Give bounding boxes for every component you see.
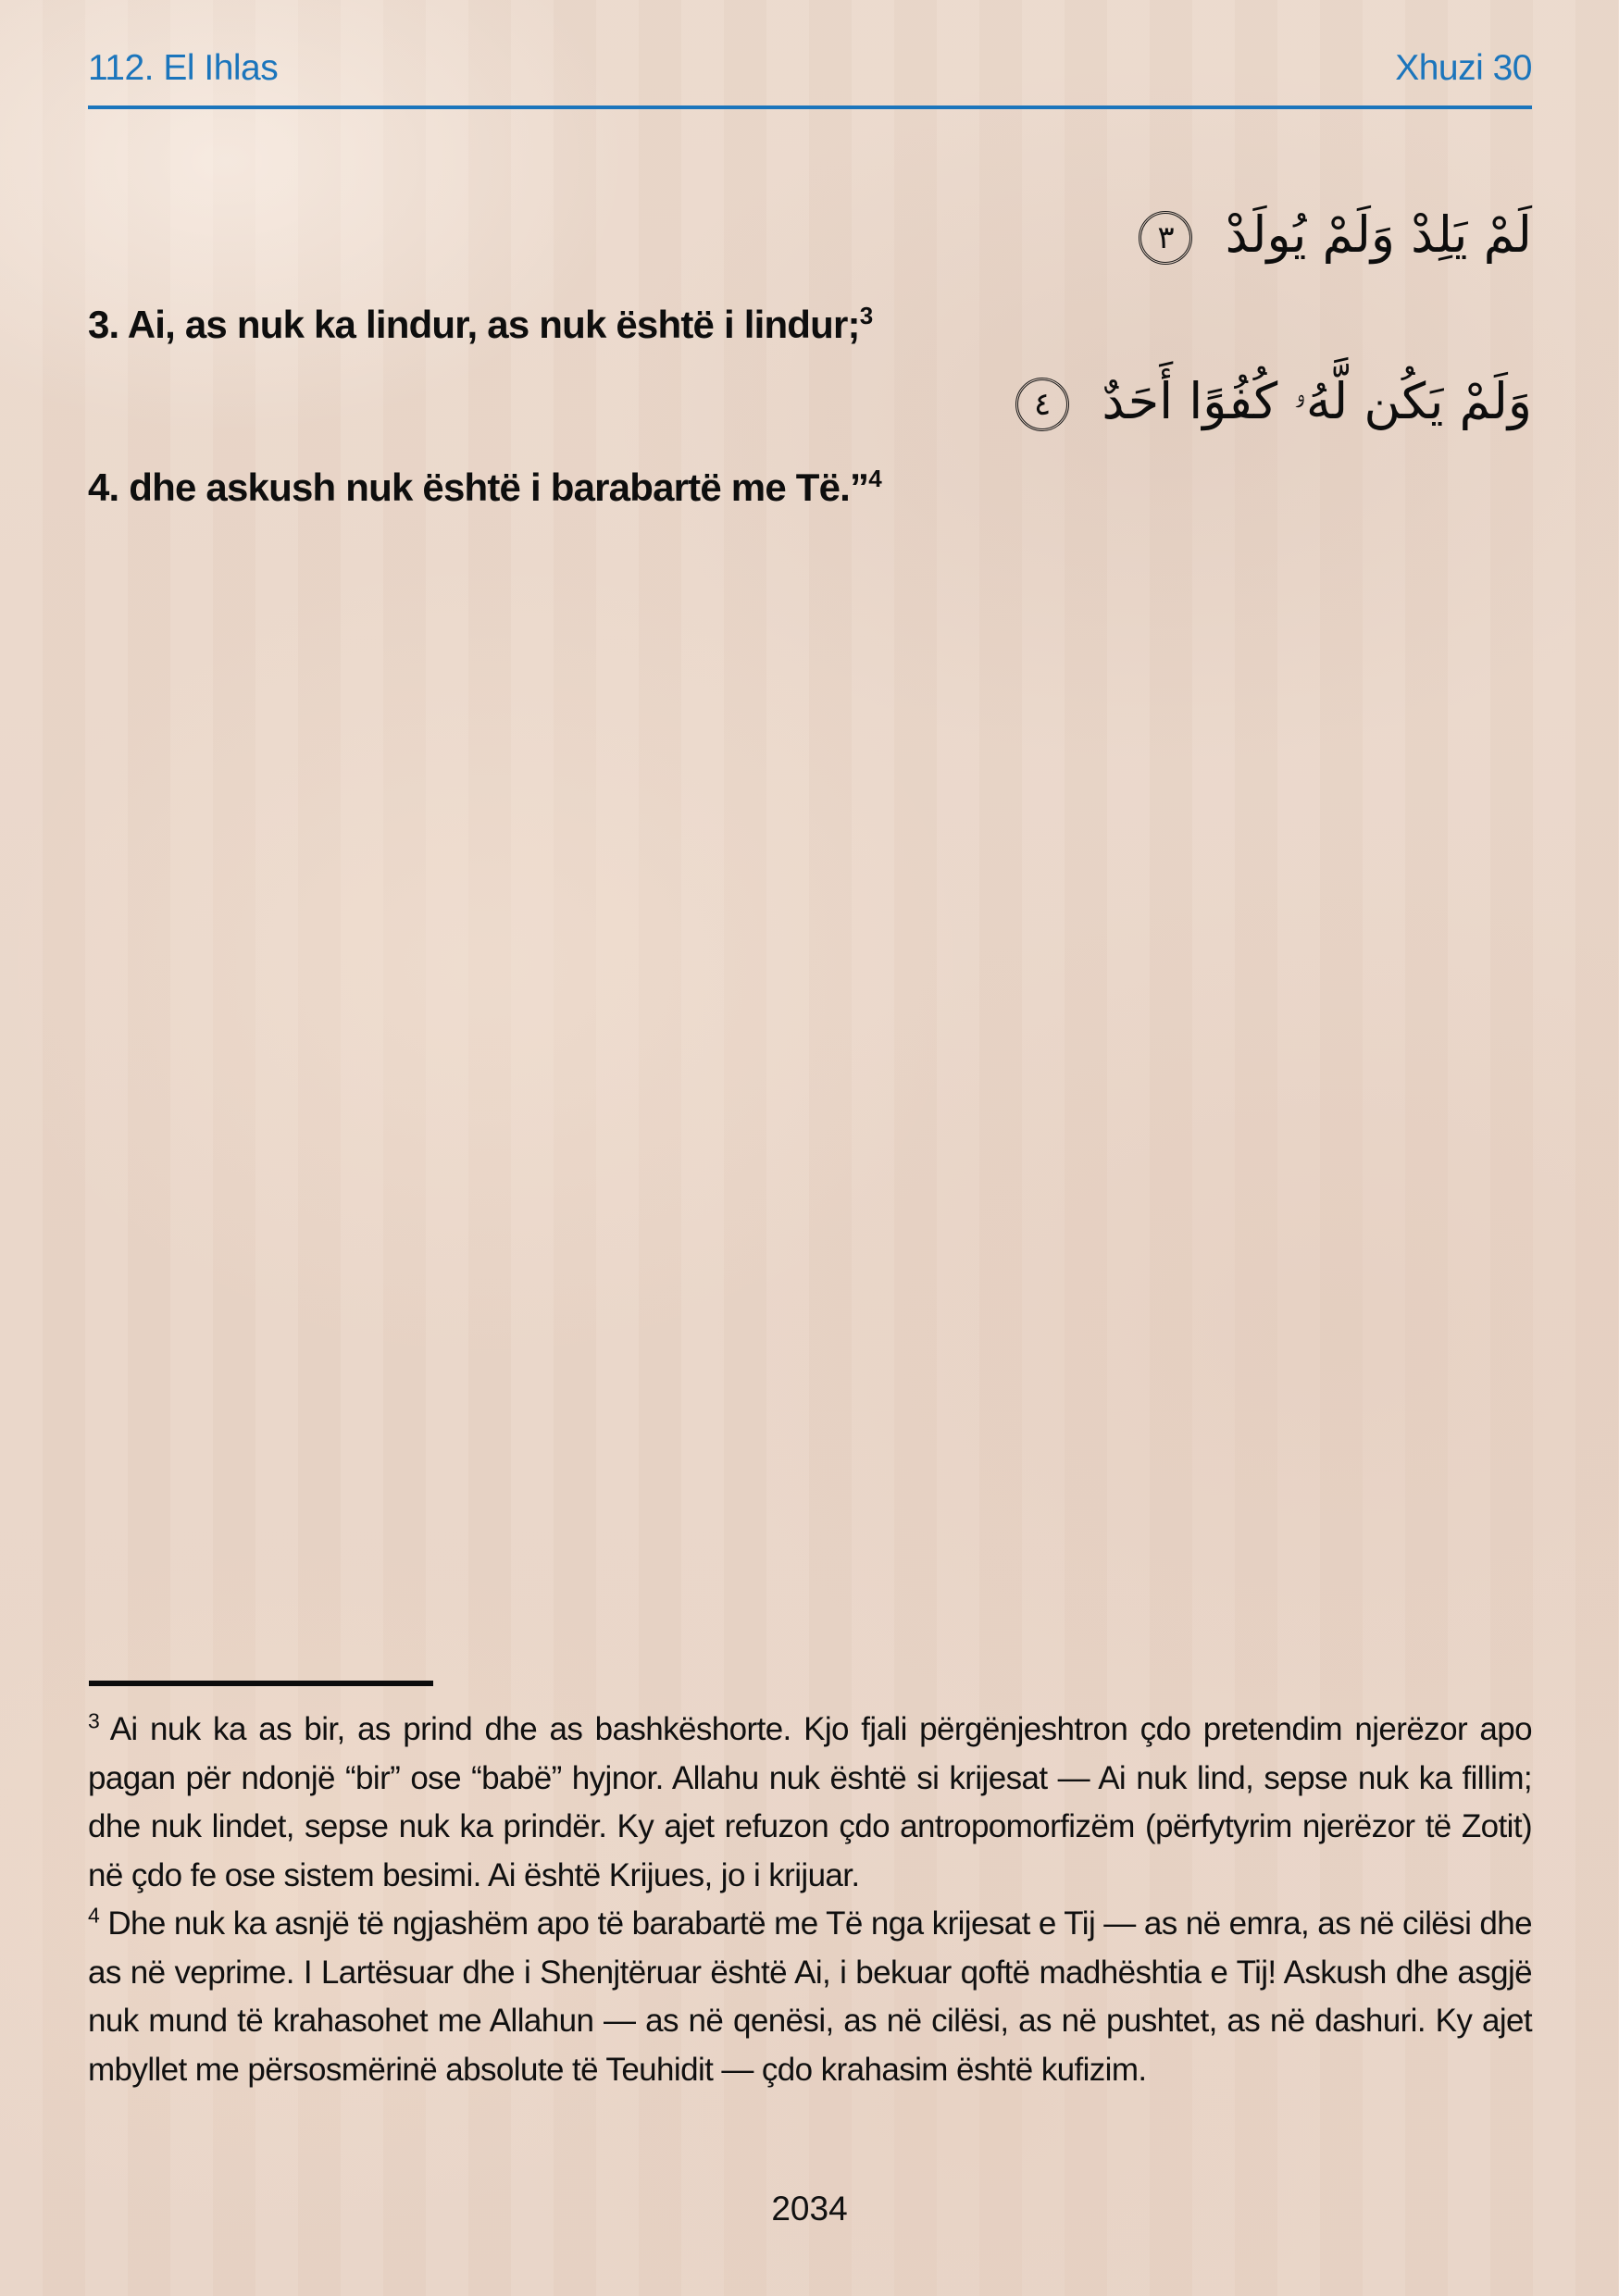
surah-title: 112. El Ihlas: [88, 48, 279, 88]
translation-verse-3: [88, 303, 1532, 347]
arabic-verse-3-text: لَمْ يَلِدْ وَلَمْ يُولَدْ: [1225, 205, 1532, 264]
page-number: 2034: [771, 2190, 848, 2228]
arabic-verse-4-text: وَلَمْ يَكُن لَّهُۥ كُفُوًا أَحَدٌ: [1102, 372, 1532, 430]
ayah-number-4: ٤: [1034, 386, 1052, 424]
translation-verse-4: [88, 465, 1532, 510]
footnote-3-text: Ai nuk ka as bir, as prind dhe as bashkëshorte. Kjo fjali përgënjeshtron çdo pretendim njerëzor apo pagan për ndonjë “bir” ose “babë” hyjnor. Allahu nuk është si krijesat — Ai nuk lind, sepse nuk ka fillim; dhe nuk lindet, sepse nuk ka prindër. Ky ajet refuzon çdo antropomorfizëm (përfytyrim njerëzor të Zotit) në çdo fe ose sistem besimi. Ai është Krijues, jo i krijuar.: [88, 1711, 1532, 1893]
translation-verse-3-text: 3. Ai, as nuk ka lindur, as nuk është i lindur;: [88, 303, 860, 346]
footnote-separator: [89, 1681, 433, 1686]
header-divider: [88, 105, 1532, 109]
juz-label: Xhuzi 30: [1395, 48, 1532, 88]
arabic-verse-3: [1139, 192, 1532, 278]
footnote-4-marker: 4: [88, 1903, 100, 1928]
footnote-4-text: Dhe nuk ka asnjë të ngjashëm apo të barabartë me Të nga krijesat e Tij — as në emra, as në cilësi dhe as në veprime. I Lartësuar dhe i Shenjtëruar është Ai, i bekuar qoftë madhështia e Tij! Askush dhe asgjë nuk mund të krahasohet me Allahun — as në qenësi, as në cilësi, as në pushtet, as në dashuri. Ky ajet mbyllet me përsosmërinë absolute të Teuhidit — çdo krahasim është kufizim.: [88, 1905, 1532, 2088]
footnote-ref-4: 4: [868, 465, 881, 492]
ayah-end-ornament-3: [1139, 211, 1192, 265]
footnote-4: [88, 1900, 1532, 2094]
arabic-verse-4: [1015, 359, 1532, 444]
page-header: [88, 48, 1532, 89]
ayah-number-3: ٣: [1157, 219, 1175, 257]
ayah-end-ornament-4: [1015, 378, 1069, 431]
translation-verse-4-text: 4. dhe askush nuk është i barabartë me Të.”: [88, 465, 869, 509]
footnotes-section: [88, 1706, 1532, 2094]
footnote-3-marker: 3: [88, 1708, 100, 1733]
footnote-3: [88, 1706, 1532, 1900]
footnote-ref-3: 3: [859, 302, 873, 329]
